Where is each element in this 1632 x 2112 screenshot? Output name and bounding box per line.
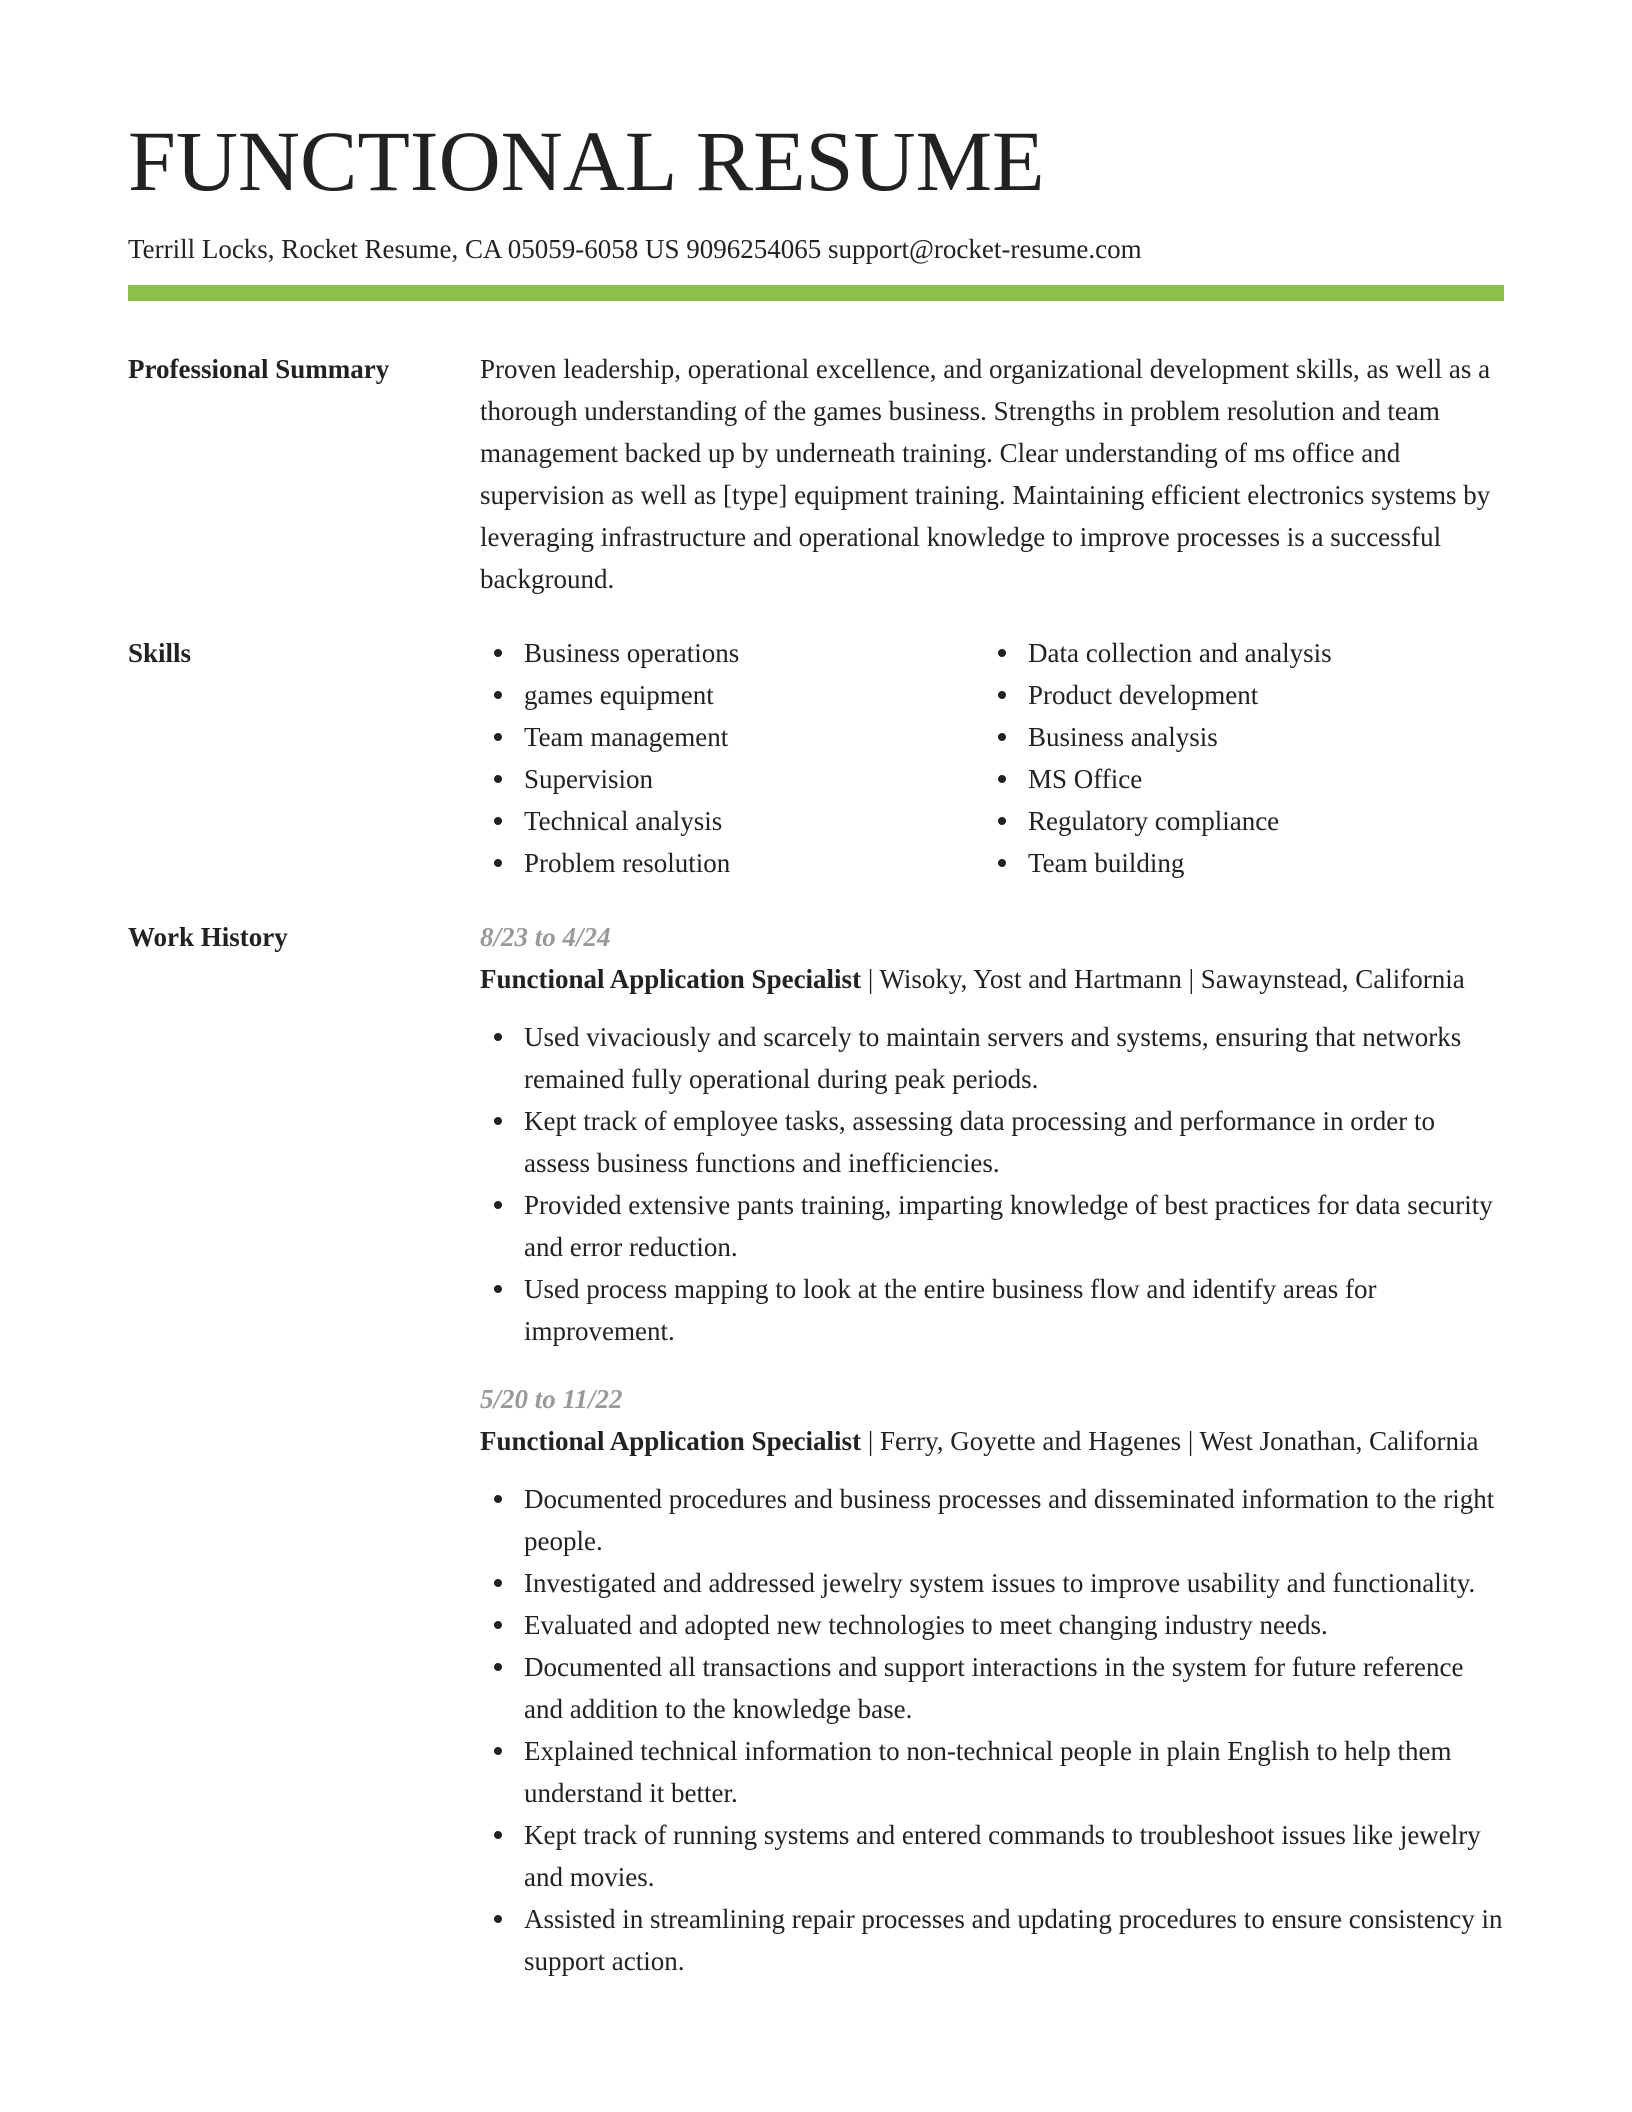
job-entry xyxy=(480,1378,1504,1982)
list-item-text: Business analysis xyxy=(1028,722,1218,752)
job-heading xyxy=(480,958,1504,1000)
job-location: Sawaynstead, California xyxy=(1200,964,1465,994)
list-item xyxy=(524,632,984,674)
summary-text: Proven leadership, operational excellence, and organizational development skills, as well as a thorough understanding of the games business. Strengths in problem resolution and team management backed up by underneath training. Clear understanding of ms office and supervision as well as [type] equipment training. Maintaining efficient electronics systems by leveraging infrastructure and operational knowledge to improve processes is a successful background. xyxy=(480,354,1491,594)
list-item-text: Technical analysis xyxy=(524,806,723,836)
list-item-text: Problem resolution xyxy=(524,848,731,878)
list-item xyxy=(1028,632,1488,674)
list-item xyxy=(480,1898,1504,1982)
list-item xyxy=(1028,800,1488,842)
list-item xyxy=(480,1562,1504,1604)
list-item xyxy=(524,800,984,842)
list-item-text: Used vivaciously and scarcely to maintain servers and systems, ensuring that networks remained fully operational during peak periods. xyxy=(524,1022,1462,1094)
list-item xyxy=(480,1814,1504,1898)
bullet-icon xyxy=(998,775,1006,783)
bullet-icon xyxy=(998,733,1006,741)
list-item xyxy=(524,716,984,758)
list-item-text: Product development xyxy=(1028,680,1259,710)
list-item-text: Documented procedures and business processes and disseminated information to the right people. xyxy=(524,1484,1495,1556)
list-item-text: Used process mapping to look at the entire business flow and identify areas for improvement. xyxy=(524,1274,1377,1346)
bullet-icon xyxy=(494,1033,502,1041)
job-heading xyxy=(480,1420,1504,1462)
list-item-text: Data collection and analysis xyxy=(1028,638,1332,668)
bullet-icon xyxy=(494,817,502,825)
resume-title: FUNCTIONAL RESUME xyxy=(128,113,1045,209)
list-item-text: Evaluated and adopted new technologies to meet changing industry needs. xyxy=(524,1610,1328,1640)
bullet-icon xyxy=(494,649,502,657)
job-dates: 5/20 to 11/22 xyxy=(480,1384,623,1414)
list-item xyxy=(1028,716,1488,758)
bullet-icon xyxy=(494,1831,502,1839)
list-item-text: Kept track of employee tasks, assessing data processing and performance in order to assess business functions and inefficiencies. xyxy=(524,1106,1435,1178)
job-bullets xyxy=(480,1016,1504,1352)
work-history-list xyxy=(480,916,1504,2008)
bullet-icon xyxy=(494,1621,502,1629)
list-item-text: Provided extensive pants training, imparting knowledge of best practices for data security and error reduction. xyxy=(524,1190,1493,1262)
list-item-text: Kept track of running systems and entered commands to troubleshoot issues like jewelry and movies. xyxy=(524,1820,1481,1892)
bullet-icon xyxy=(494,733,502,741)
bullet-icon xyxy=(998,691,1006,699)
skills-heading: Skills xyxy=(128,638,192,668)
list-item xyxy=(524,758,984,800)
list-item xyxy=(1028,674,1488,716)
bullet-icon xyxy=(998,817,1006,825)
job-entry xyxy=(480,916,1504,1352)
skills-column-right xyxy=(984,632,1488,884)
bullet-icon xyxy=(494,691,502,699)
job-bullets xyxy=(480,1478,1504,1982)
list-item-text: Business operations xyxy=(524,638,740,668)
list-item xyxy=(480,1268,1504,1352)
bullet-icon xyxy=(998,859,1006,867)
list-item xyxy=(480,1100,1504,1184)
bullet-icon xyxy=(494,1663,502,1671)
bullet-icon xyxy=(494,1285,502,1293)
list-item xyxy=(480,1604,1504,1646)
bullet-icon xyxy=(494,1915,502,1923)
list-item xyxy=(1028,758,1488,800)
list-item xyxy=(1028,842,1488,884)
job-company: Wisoky, Yost and Hartmann xyxy=(879,964,1182,994)
job-separator: | xyxy=(1181,964,1201,994)
bullet-icon xyxy=(494,775,502,783)
bullet-icon xyxy=(494,1201,502,1209)
bullet-icon xyxy=(998,649,1006,657)
list-item xyxy=(524,674,984,716)
skills-column-left xyxy=(480,632,984,884)
list-item-text: Explained technical information to non-technical people in plain English to help them understand it better. xyxy=(524,1736,1452,1808)
list-item xyxy=(480,1478,1504,1562)
job-separator: | xyxy=(861,964,880,994)
job-title: Functional Application Specialist xyxy=(480,1426,862,1456)
list-item-text: Documented all transactions and support interactions in the system for future reference and addition to the knowledge base. xyxy=(524,1652,1464,1724)
bullet-icon xyxy=(494,859,502,867)
bullet-icon xyxy=(494,1747,502,1755)
list-item-text: Supervision xyxy=(524,764,654,794)
list-item xyxy=(480,1184,1504,1268)
list-item xyxy=(480,1730,1504,1814)
list-item xyxy=(480,1016,1504,1100)
list-item-text: MS Office xyxy=(1028,764,1143,794)
list-item-text: games equipment xyxy=(524,680,714,710)
accent-divider xyxy=(128,285,1504,301)
list-item-text: Team management xyxy=(524,722,729,752)
job-company: Ferry, Goyette and Hagenes xyxy=(879,1426,1182,1456)
job-dates: 8/23 to 4/24 xyxy=(480,922,611,952)
job-separator: | xyxy=(861,1426,880,1456)
bullet-icon xyxy=(494,1117,502,1125)
work-history-heading: Work History xyxy=(128,922,288,952)
bullet-icon xyxy=(494,1495,502,1503)
list-item xyxy=(524,842,984,884)
list-item xyxy=(480,1646,1504,1730)
summary-heading: Professional Summary xyxy=(128,354,390,384)
contact-line: Terrill Locks, Rocket Resume, CA 05059-6058 US 9096254065 support@rocket-resume.com xyxy=(128,234,1142,264)
job-separator: | xyxy=(1181,1426,1200,1456)
job-title: Functional Application Specialist xyxy=(480,964,862,994)
bullet-icon xyxy=(494,1579,502,1587)
list-item-text: Team building xyxy=(1028,848,1185,878)
list-item-text: Regulatory compliance xyxy=(1028,806,1280,836)
list-item-text: Assisted in streamlining repair processes and updating procedures to ensure consistency in support action. xyxy=(524,1904,1503,1976)
list-item-text: Investigated and addressed jewelry system issues to improve usability and functionality. xyxy=(524,1568,1476,1598)
job-location: West Jonathan, California xyxy=(1199,1426,1479,1456)
